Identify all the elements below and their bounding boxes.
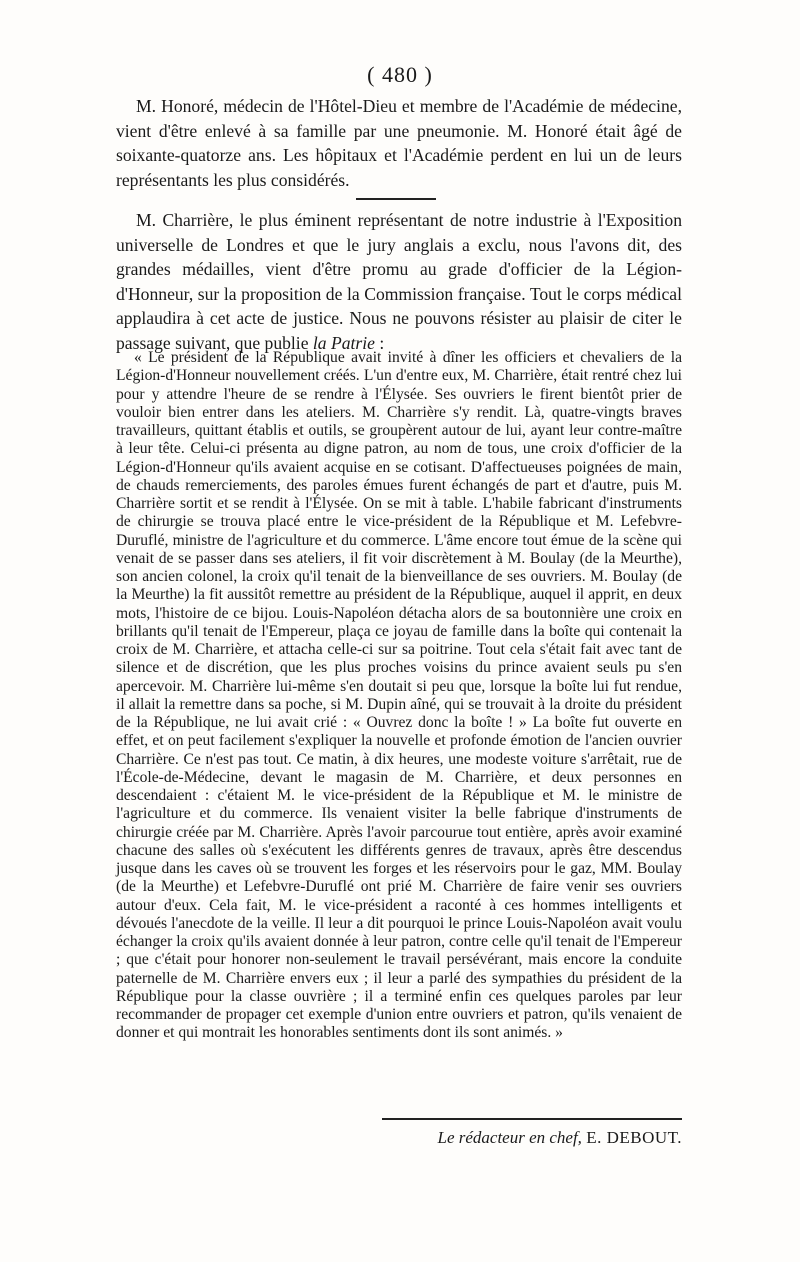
signature-divider <box>382 1118 682 1120</box>
quoted-article: « Le président de la République avait invité à dîner les officiers et chevaliers de la Légion-d'Honneur nouvellement créés. L'un d'entre eux, M. Charrière, était rentré chez lui pour y attendre l'heure de se rendre à l'Élysée. Ses ouvriers le firent bientôt prier de vouloir bien entrer dans les ateliers. M. Charrière s'y rendit. Là, quatre-vingts braves travailleurs, quittant établis et outils, se groupèrent autour de lui, ayant leur contre-maître à leur tête. Celui-ci présenta au digne patron, au nom de tous, une croix d'officier de la Légion-d'Honneur qu'ils avaient acquise en se cotisant. D'affectueuses poignées de main, de chauds remerciements, des paroles émues furent échangés de part et d'autre, puis M. Charrière sortit et se rendit à l'Élysée. On se mit à table. L'habile fabricant d'instruments de chirurgie se trouva placé entre le vice-président de la République et M. Lefebvre-Duruflé, ministre de l'agriculture et du commerce. L'âme encore tout émue de la scène qui venait de se passer dans ses ateliers, il fit voir discrètement à M. Boulay (de la Meurthe), son ancien colonel, la croix qu'il tenait de la bienveillance de ses ouvriers. M. Boulay (de la Meurthe) la fit aussitôt remettre au président de la République, auquel il apprit, en deux mots, l'histoire de ce bijou. Louis-Napoléon détacha alors de sa boutonnière une croix en brillants qu'il tenait de l'Empereur, plaça ce joyau de famille dans la boîte qui contenait la croix de M. Charrière, et attacha celle-ci sur sa poitrine. Tout cela s'était fait avec tant de silence et de discrétion, que les plus proches voisins du prince avaient seuls pu s'en apercevoir. M. Charrière lui-même s'en doutait si peu que, lorsque la boîte lui fut rendue, il allait la remettre dans sa poche, si M. Dupin aîné, qui se trouvait à la droite du président de la République, ne lui avait crié : « Ouvrez donc la boîte ! » La boîte fut ouverte en effet, et on peut facilement s'expliquer la nouvelle et profonde émotion de l'ancien ouvrier Charrière. Ce n'est pas tout. Ce matin, à dix heures, une modeste voiture s'arrêtait, rue de l'École-de-Médecine, devant le magasin de M. Charrière, et deux personnes en descendaient : c'étaient M. le vice-président de la République et M. le ministre de l'agriculture et du commerce. Ils venaient visiter la belle fabrique d'instruments de chirurgie créée par M. Charrière. Après l'avoir parcourue tout entière, après avoir examiné chacune des salles où s'exécutent les différents genres de travaux, après être descendus jusque dans les caves où se trouvent les forges et les réservoirs pour le gaz, MM. Boulay (de la Meurthe) et Lefebvre-Duruflé ont prié M. Charrière de faire venir ses ouvriers autour d'eux. Cela fait, M. le vice-président a raconté à ces hommes intelligents et dévoués l'anecdote de la veille. Il leur a dit pourquoi le prince Louis-Napoléon avait voulu échanger la croix qu'ils avaient donnée à leur patron, contre celle qu'il tenait de l'Empereur ; que c'était pour honorer non-seulement le travail persévérant, mais encore la conduite paternelle de M. Charrière envers eux ; il leur a parlé des sympathies du président de la République pour la classe ouvrière ; il a terminé enfin ces quelques paroles par leur recommander de propager cet exemple d'union entre ouvriers et patron, qu'ils venaient de donner et qui montrait les honorables sentiments dont ils sont animés. » <box>116 349 682 1042</box>
signature-name: E. DEBOUT. <box>586 1128 682 1147</box>
paragraph-charriere-text: M. Charrière, le plus éminent représentant de notre industrie à l'Exposition universelle de Londres et que le jury anglais a exclu, nous l'avons dit, des grandes médailles, vient d'être promu au grade d'officier de la Légion-d'Honneur, sur la proposition de la Commission française. Tout le corps médical applaudira à cet acte de justice. Nous ne pouvons résister au plaisir de citer le passage suivant, que publie <box>116 210 682 353</box>
paragraph-obituary: M. Honoré, médecin de l'Hôtel-Dieu et membre de l'Académie de médecine, vient d'être enlevé à sa famille par une pneumonie. M. Honoré était âgé de soixante-quatorze ans. Les hôpitaux et l'Académie perdent en lui un de leurs représentants les plus considérés. <box>116 96 682 190</box>
signature-role: Le rédacteur en chef, <box>437 1128 582 1147</box>
paragraph-charriere-tail: : <box>374 332 385 353</box>
newspaper-title: la Patrie <box>312 332 375 353</box>
paragraph-charriere <box>116 208 682 356</box>
page-number: ( 480 ) <box>367 62 433 87</box>
section-divider <box>356 198 436 200</box>
signature <box>390 1128 682 1148</box>
